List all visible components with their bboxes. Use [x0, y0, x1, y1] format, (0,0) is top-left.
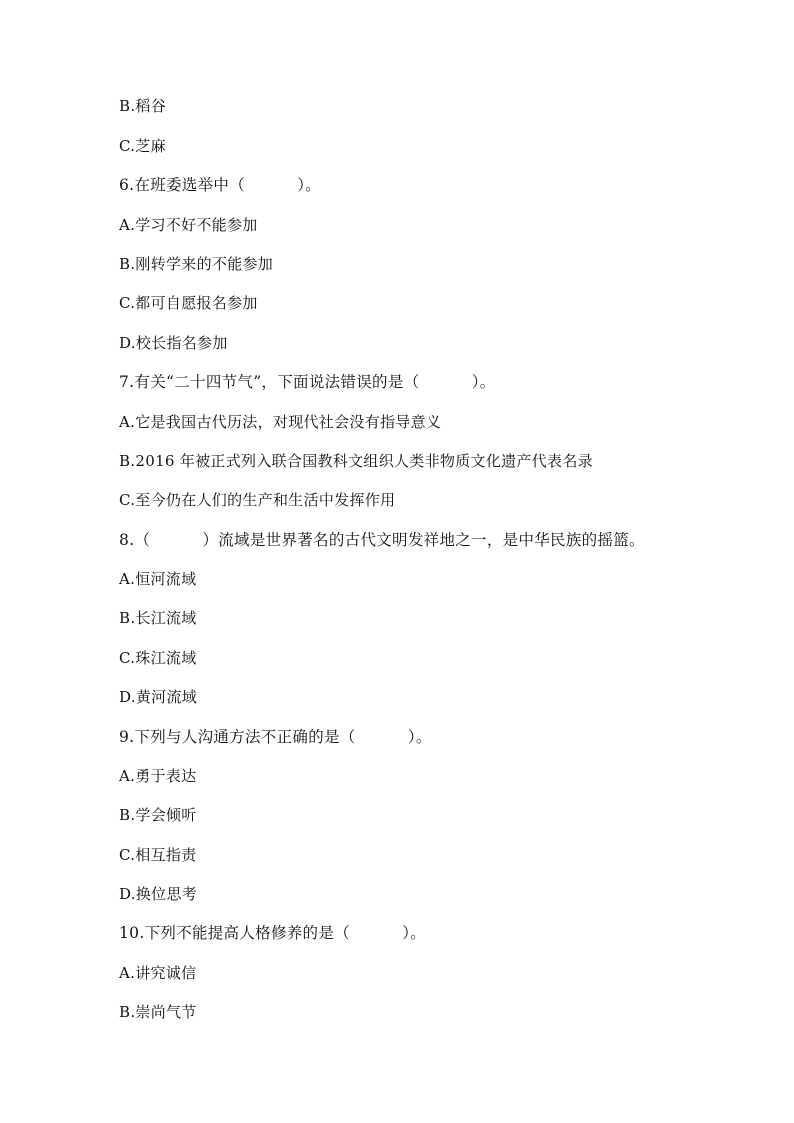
option-line: B.稻谷	[119, 97, 166, 115]
option-line: A.它是我国古代历法，对现代社会没有指导意义	[119, 413, 442, 431]
option-line: C.都可自愿报名参加	[119, 294, 258, 312]
question-line: 10.下列不能提高人格修养的是（ ）。	[119, 924, 427, 942]
option-line: D.校长指名参加	[119, 334, 228, 352]
option-line: A.学习不好不能参加	[119, 216, 258, 234]
option-line: B.2016 年被正式列入联合国教科文组织人类非物质文化遗产代表名录	[119, 452, 593, 470]
option-line: B.崇尚气节	[119, 1003, 197, 1021]
question-line: 9.下列与人沟通方法不正确的是（ ）。	[119, 728, 432, 746]
option-line: A.讲究诚信	[119, 964, 197, 982]
option-line: D.换位思考	[119, 885, 198, 903]
option-line: B.刚转学来的不能参加	[119, 255, 274, 273]
question-line: 7.有关“二十四节气”，下面说法错误的是（ ）。	[119, 373, 496, 391]
option-line: D.黄河流域	[119, 688, 198, 706]
question-line: 8.（ ）流域是世界著名的古代文明发祥地之一，是中华民族的摇篮。	[119, 531, 645, 549]
option-line: C.珠江流域	[119, 649, 197, 667]
option-line: C.芝麻	[119, 137, 166, 155]
option-line: C.相互指责	[119, 846, 197, 864]
option-line: B.学会倾听	[119, 806, 197, 824]
option-line: A.恒河流域	[119, 570, 197, 588]
question-line: 6.在班委选举中（ ）。	[119, 176, 322, 194]
option-line: C.至今仍在人们的生产和生活中发挥作用	[119, 491, 396, 509]
option-line: B.长江流域	[119, 609, 197, 627]
option-line: A.勇于表达	[119, 767, 197, 785]
